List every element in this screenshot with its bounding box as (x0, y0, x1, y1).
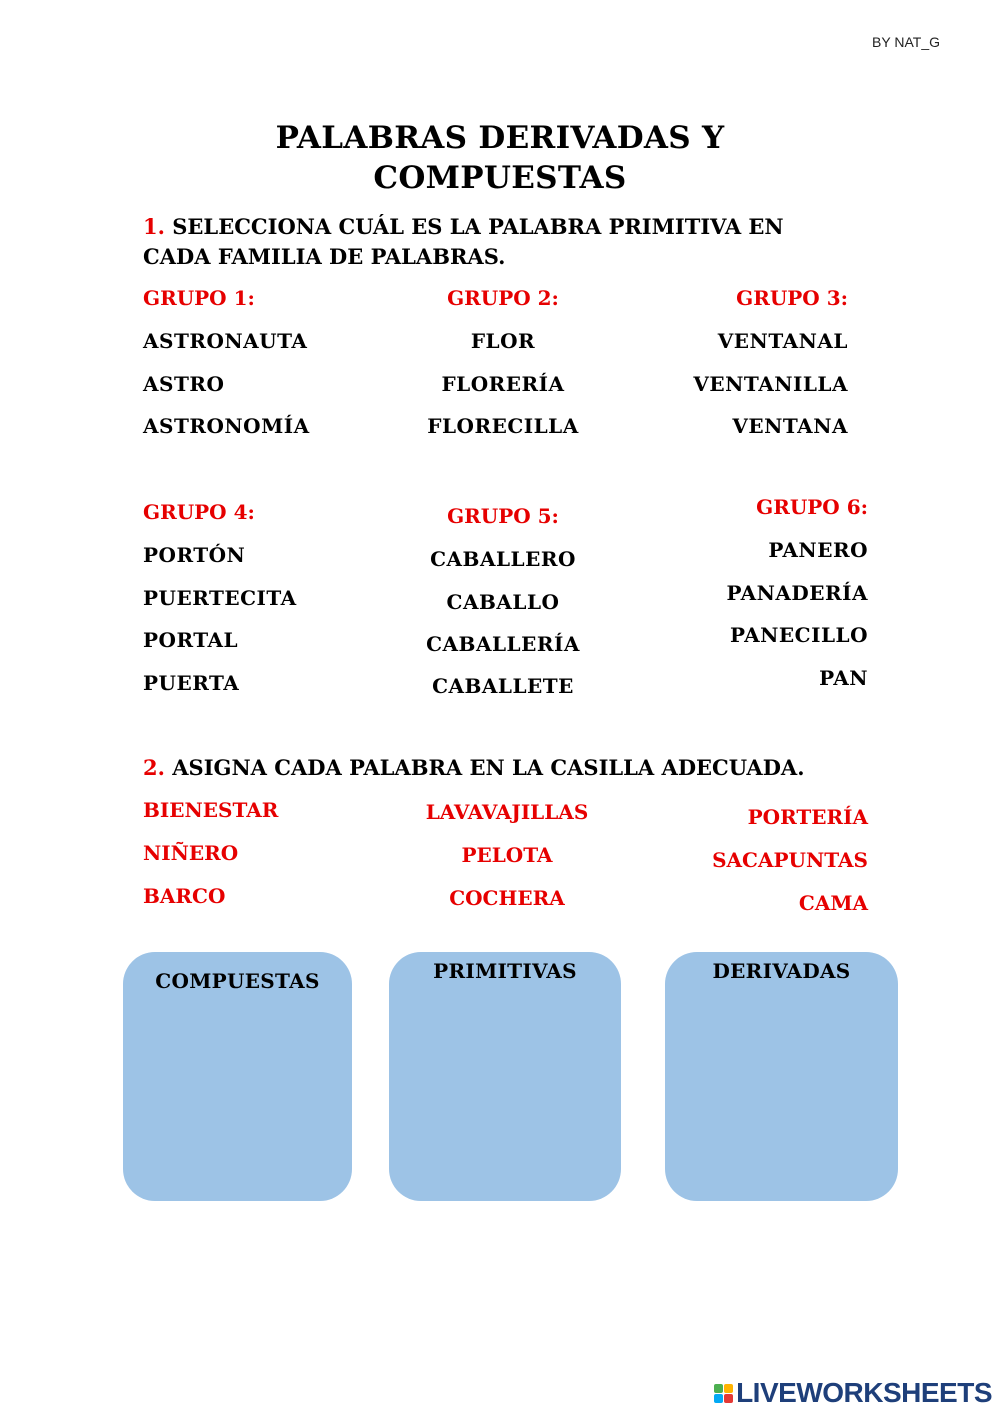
exercise1-instruction (143, 214, 784, 239)
group5-word-2[interactable]: CABALLO (446, 590, 560, 614)
group2-word-1[interactable]: FLOR (470, 329, 536, 353)
group4-word-4[interactable]: PUERTA (143, 671, 240, 695)
group3-word-3[interactable]: VENTANA (732, 414, 848, 438)
group5-word-4[interactable]: CABALLETE (432, 674, 574, 698)
exercise2-number: 2. (143, 755, 165, 780)
group2-label: GRUPO 2: (447, 286, 559, 310)
author-credit: BY NAT_G (872, 34, 940, 50)
group6-word-4[interactable]: PAN (819, 666, 868, 690)
group5-word-3[interactable]: CABALLERÍA (426, 632, 580, 656)
exercise1-number: 1. (143, 214, 165, 239)
group4-word-2[interactable]: PUERTECITA (143, 586, 297, 610)
page-title-line1: PALABRAS DERIVADAS Y (275, 120, 725, 156)
drag-word-pelota[interactable]: PELOTA (461, 843, 553, 867)
dropbox-derivadas-label: DERIVADAS (712, 959, 851, 983)
group1-word-3[interactable]: ASTRONOMÍA (143, 414, 310, 438)
dropbox-primitivas-label: PRIMITIVAS (433, 959, 577, 983)
group2-word-3[interactable]: FLORECILLA (427, 414, 579, 438)
drag-word-sacapuntas[interactable]: SACAPUNTAS (712, 848, 868, 872)
drag-word-bienestar[interactable]: BIENESTAR (143, 798, 279, 822)
drag-word-barco[interactable]: BARCO (143, 884, 226, 908)
group3-word-2[interactable]: VENTANILLA (693, 372, 848, 396)
brand-name: LIVEWORKSHEETS (736, 1377, 992, 1408)
drag-word-ninero[interactable]: NIÑERO (143, 841, 239, 865)
brand-logo[interactable] (714, 1377, 992, 1409)
group5-word-1[interactable]: CABALLERO (430, 547, 576, 571)
group2-word-2[interactable]: FLORERÍA (441, 372, 565, 396)
drag-word-lavavajillas[interactable]: LAVAVAJILLAS (425, 800, 589, 824)
dropbox-primitivas[interactable] (389, 952, 621, 1201)
exercise1-text-line1: SELECCIONA CUÁL ES LA PALABRA PRIMITIVA EN (172, 214, 784, 239)
group4-label: GRUPO 4: (143, 500, 255, 524)
page-title-line2: COMPUESTAS (373, 160, 627, 196)
dropbox-compuestas[interactable] (123, 952, 352, 1201)
group6-word-2[interactable]: PANADERÍA (726, 581, 868, 605)
group6-word-1[interactable]: PANERO (768, 538, 868, 562)
group3-label: GRUPO 3: (736, 286, 848, 310)
drag-word-porteria[interactable]: PORTERÍA (747, 805, 868, 829)
group1-word-1[interactable]: ASTRONAUTA (143, 329, 308, 353)
exercise1-text-line2: CADA FAMILIA DE PALABRAS. (143, 244, 506, 269)
drag-word-cochera[interactable]: COCHERA (449, 886, 565, 910)
group1-word-2[interactable]: ASTRO (143, 372, 225, 396)
exercise2-text: ASIGNA CADA PALABRA EN LA CASILLA ADECUADA. (172, 755, 805, 780)
group5-label: GRUPO 5: (447, 504, 559, 528)
dropbox-compuestas-label: COMPUESTAS (155, 969, 320, 993)
group6-label: GRUPO 6: (756, 495, 868, 519)
group1-label: GRUPO 1: (143, 286, 255, 310)
group6-word-3[interactable]: PANECILLO (730, 623, 868, 647)
group4-word-1[interactable]: PORTÓN (143, 543, 246, 567)
drag-word-cama[interactable]: CAMA (798, 891, 868, 915)
dropbox-derivadas[interactable] (665, 952, 898, 1201)
liveworksheets-logo-icon (714, 1384, 733, 1403)
exercise2-instruction (143, 755, 805, 780)
group3-word-1[interactable]: VENTANAL (717, 329, 848, 353)
group4-word-3[interactable]: PORTAL (143, 628, 239, 652)
